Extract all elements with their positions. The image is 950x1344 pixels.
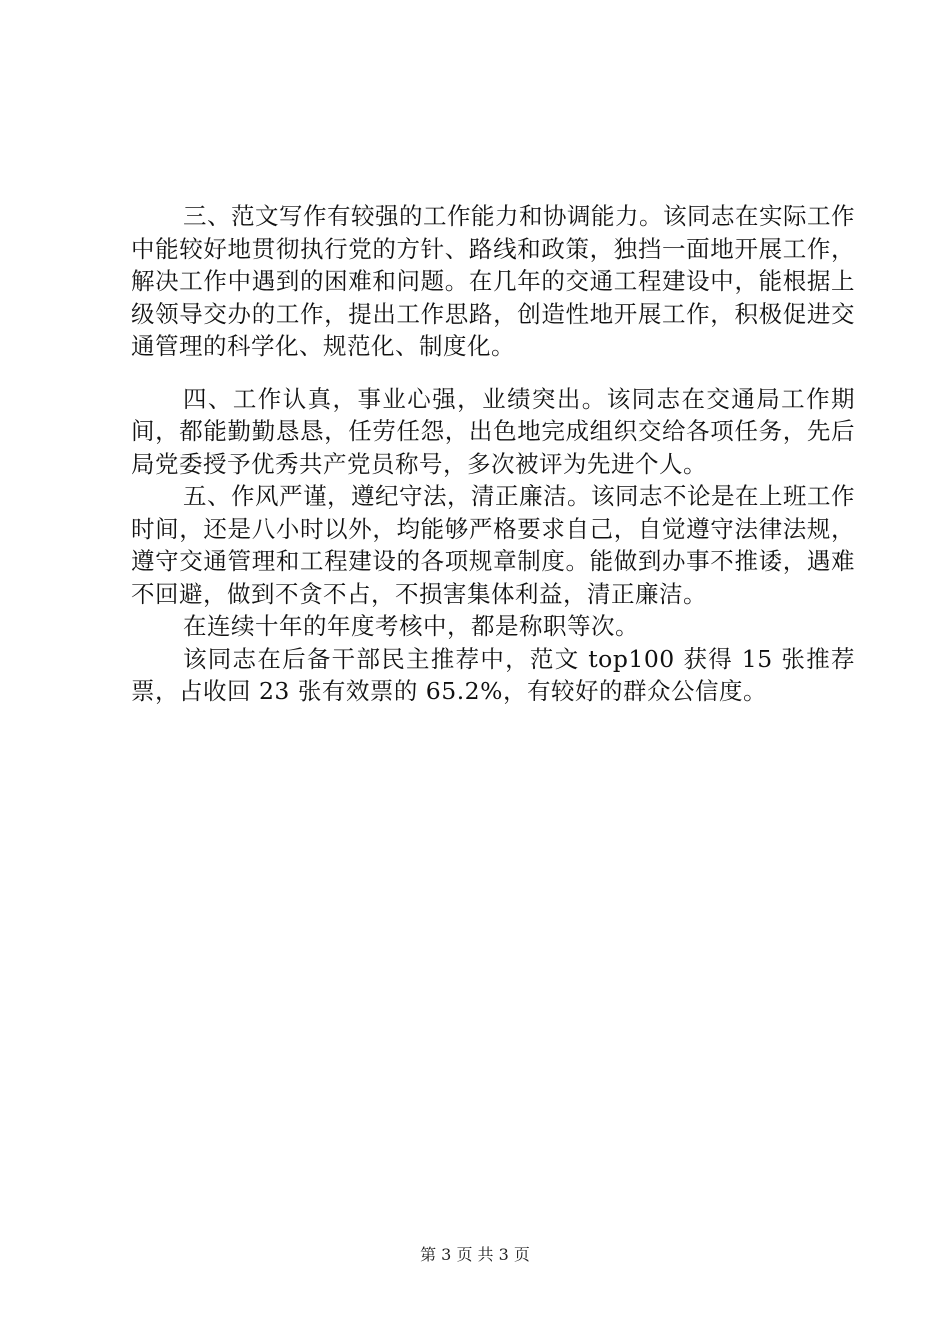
paragraph-assessment: 在连续十年的年度考核中，都是称职等次。 bbox=[183, 612, 639, 640]
paragraph-recommendation: 该同志在后备干部民主推荐中，范文 top100 获得 15 张推荐票，占收回 23 张有效票的 65.2%，有较好的群众公信度。 bbox=[131, 644, 855, 705]
paragraph-5: 五、作风严谨，遵纪守法，清正廉洁。该同志不论是在上班工作时间，还是八小时以外，均能够严格要求自己，自觉遵守法律法规，遵守交通管理和工程建设的各项规章制度。能做到办事不推诿，遇难不回避，做到不贪不占，不损害集体利益，清正廉洁。 bbox=[131, 482, 855, 608]
paragraph-3: 三、范文写作有较强的工作能力和协调能力。该同志在实际工作中能较好地贯彻执行党的方针、路线和政策，独挡一面地开展工作，解决工作中遇到的困难和问题。在几年的交通工程建设中，能根据上级领导交办的工作，提出工作思路，创造性地开展工作，积极促进交通管理的科学化、规范化、制度化。 bbox=[131, 202, 855, 360]
page-footer: 第 3 页 共 3 页 bbox=[420, 1245, 530, 1264]
paragraph-4: 四、工作认真，事业心强，业绩突出。该同志在交通局工作期间，都能勤勤恳恳，任劳任怨，出色地完成组织交给各项任务，先后局党委授予优秀共产党员称号，多次被评为先进个人。 bbox=[131, 384, 855, 478]
document-body bbox=[131, 200, 855, 708]
